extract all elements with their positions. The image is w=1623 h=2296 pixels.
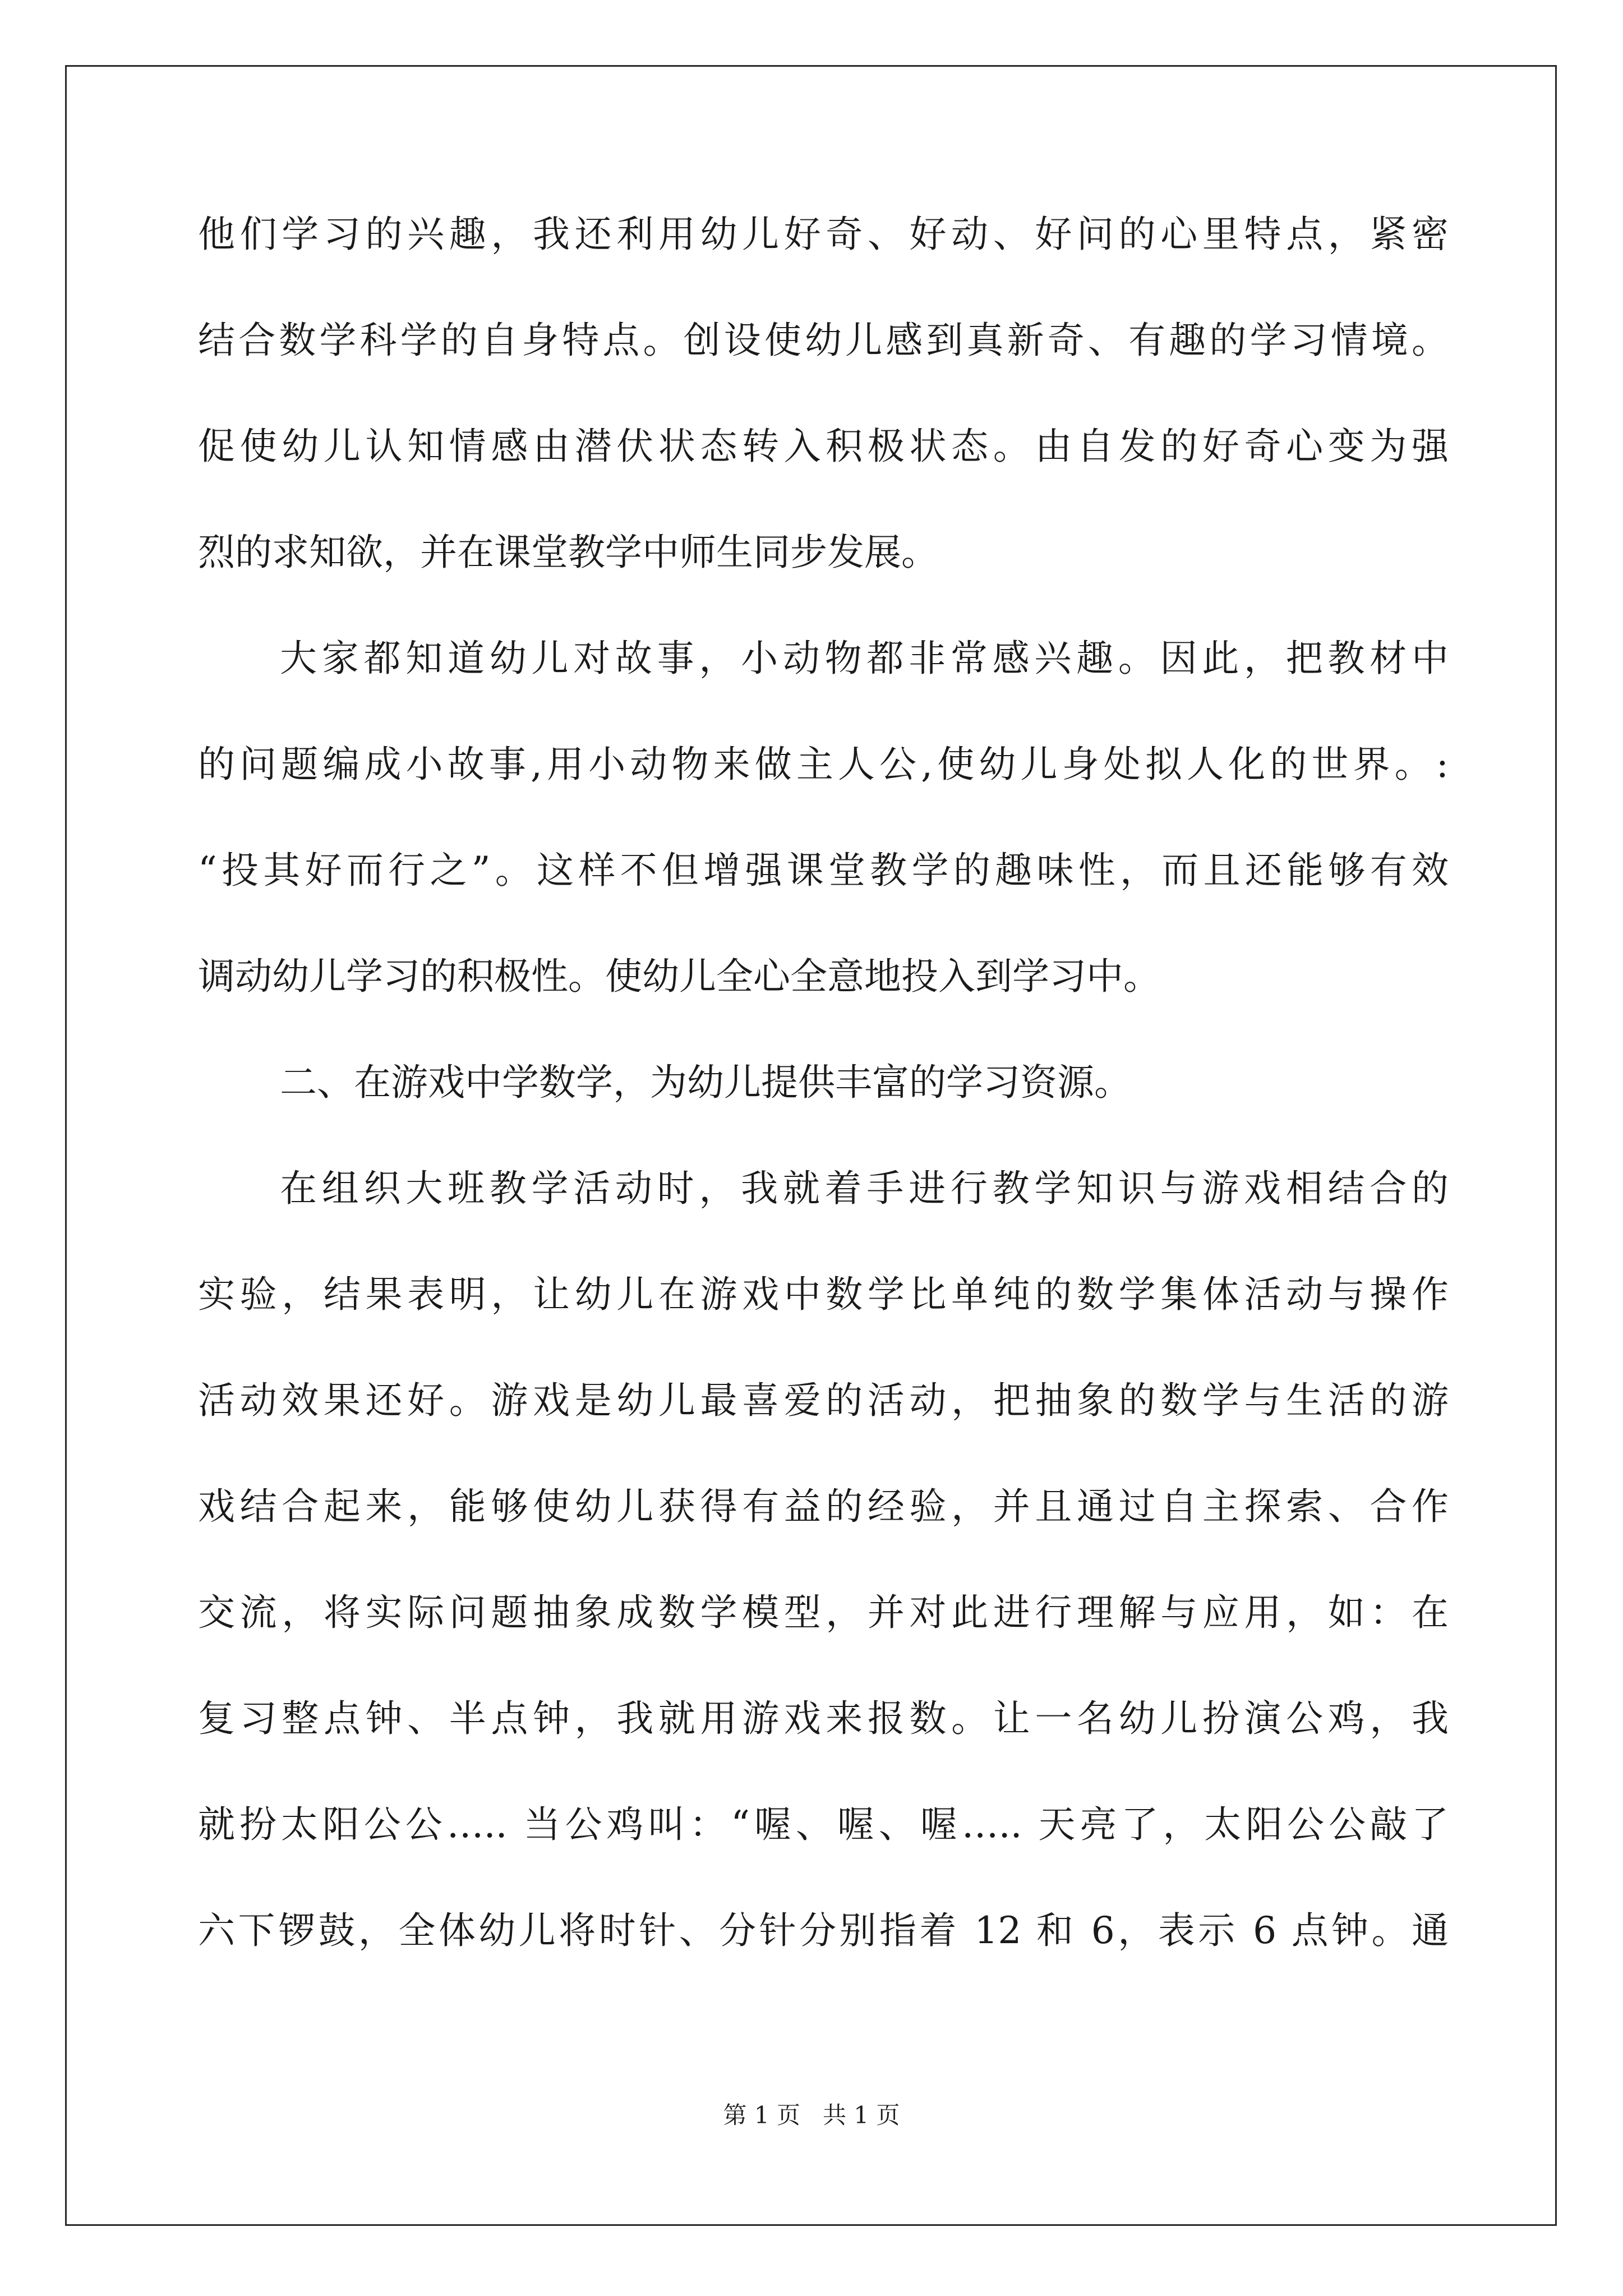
text-line: 交流，将实际问题抽象成数学模型，并对此进行理解与应用，如：在 [198,1591,1449,1634]
text-line: 调动幼儿学习的积极性。使幼儿全心全意地投入到学习中。 [198,955,1160,998]
text-line: “投其好而行之”。这样不但增强课堂教学的趣味性，而且还能够有效 [198,849,1449,892]
text-line: 的问题编成小故事,用小动物来做主人公,使幼儿身处拟人化的世界。: [198,743,1449,786]
text-line: 就扮太阳公公….. 当公鸡叫：“喔、喔、喔….. 天亮了，太阳公公敲了 [198,1803,1449,1846]
text-line: 活动效果还好。游戏是幼儿最喜爱的活动，把抽象的数学与生活的游 [198,1379,1449,1422]
text-line: 六下锣鼓，全体幼儿将时针、分针分别指着 12 和 6，表示 6 点钟。通 [198,1909,1449,1952]
text-line: 戏结合起来，能够使幼儿获得有益的经验，并且通过自主探索、合作 [198,1485,1449,1528]
page-number-footer: 第 1 页 共 1 页 [723,2101,900,2129]
section-heading: 二、在游戏中学数学，为幼儿提供丰富的学习资源。 [280,1061,1131,1104]
text-line: 在组织大班教学活动时，我就着手进行教学知识与游戏相结合的 [280,1167,1449,1210]
document-body [198,213,1449,2018]
text-line: 复习整点钟、半点钟，我就用游戏来报数。让一名幼儿扮演公鸡，我 [198,1697,1449,1740]
text-line: 他们学习的兴趣，我还利用幼儿好奇、好动、好问的心里特点，紧密 [198,213,1449,256]
text-line: 促使幼儿认知情感由潜伏状态转入积极状态。由自发的好奇心变为强 [198,425,1449,468]
text-line: 结合数学科学的自身特点。创设使幼儿感到真新奇、有趣的学习情境。 [198,319,1449,362]
text-line: 实验，结果表明，让幼儿在游戏中数学比单纯的数学集体活动与操作 [198,1273,1449,1316]
text-line: 大家都知道幼儿对故事，小动物都非常感兴趣。因此，把教材中 [280,637,1449,680]
text-line: 烈的求知欲，并在课堂教学中师生同步发展。 [198,531,938,574]
